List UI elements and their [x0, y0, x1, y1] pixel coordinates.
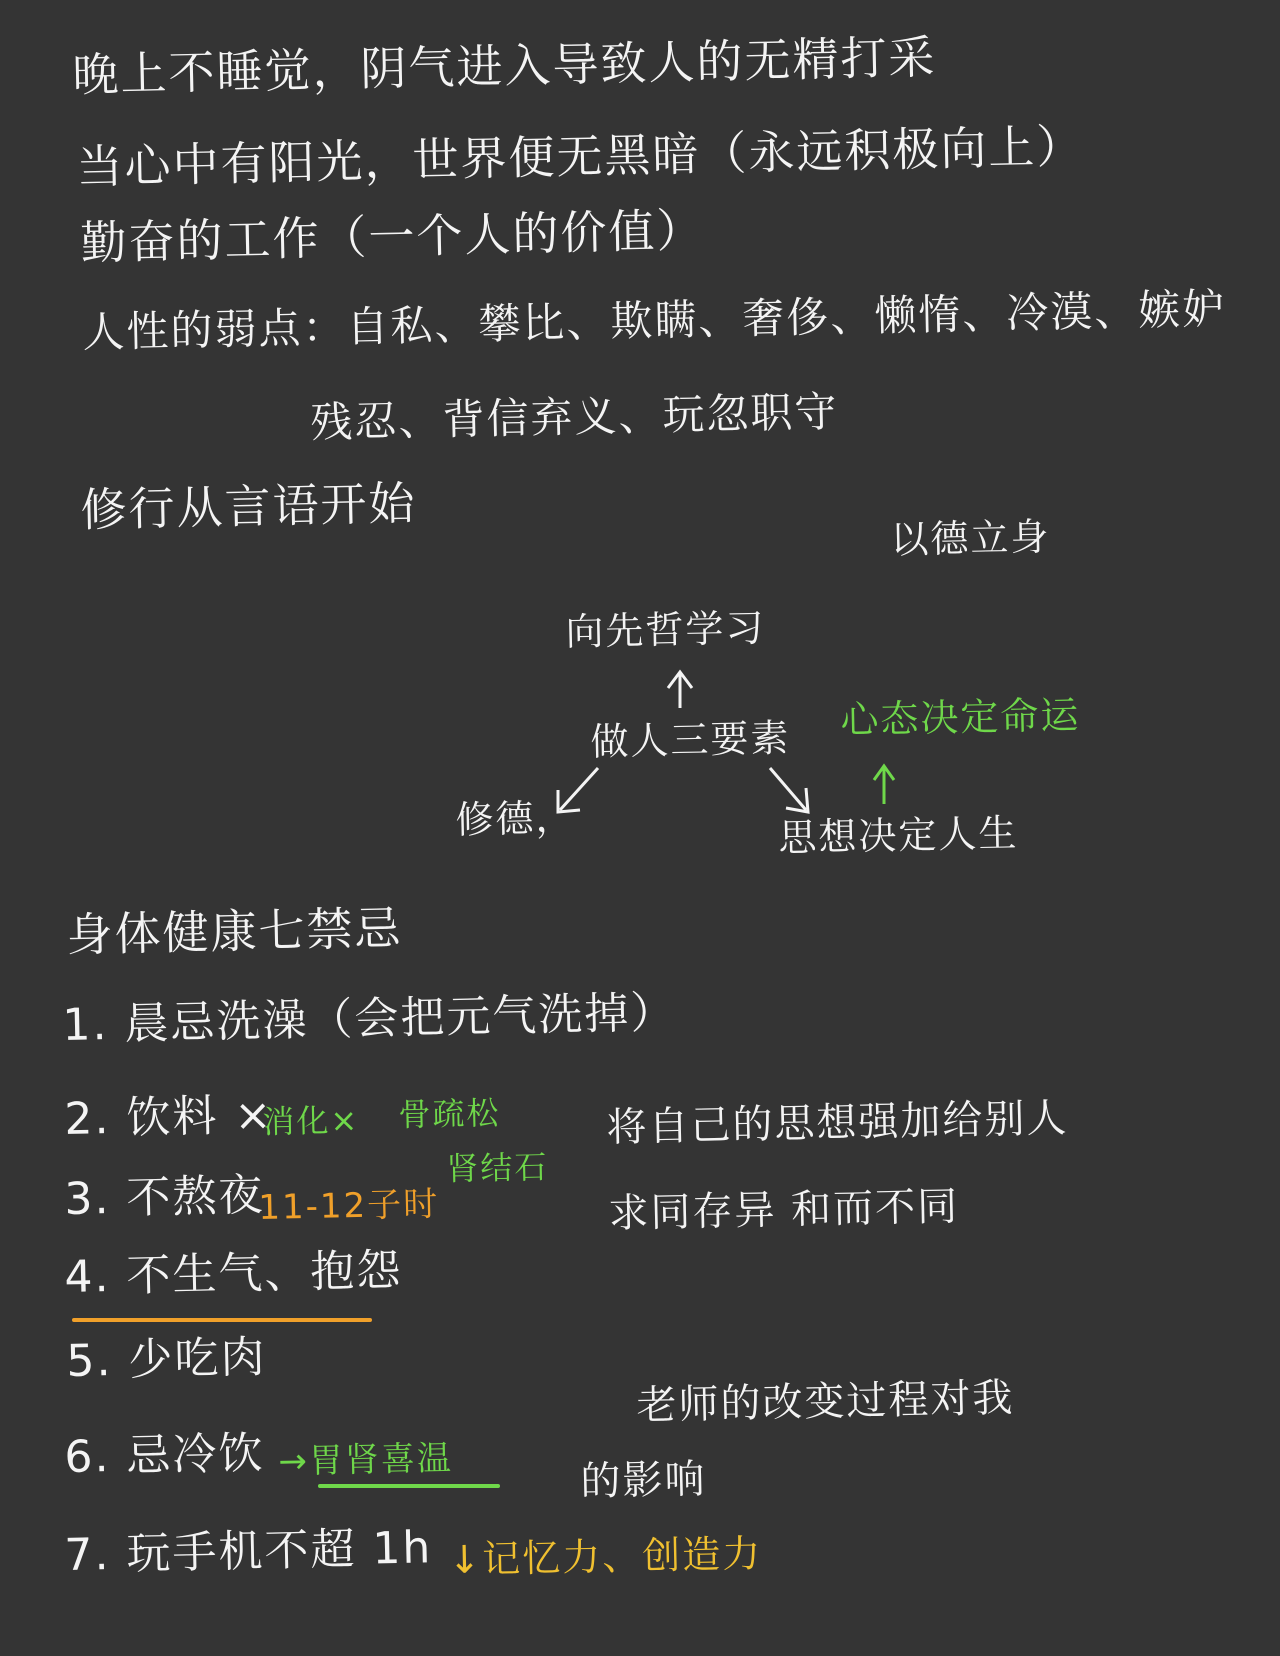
health-item-3-note: 11-12子时 — [257, 1184, 440, 1228]
diagram-right-node: 思想决定人生 — [777, 810, 1019, 860]
diagram-top-node: 向先哲学习 — [564, 605, 766, 654]
health-item-4-num: 4. — [63, 1251, 112, 1303]
weakness-line-2: 残忍、背信弃义、玩忽职守 — [309, 386, 839, 447]
health-item-1 — [62, 989, 677, 1050]
health-item-2-note2: 骨疏松 — [397, 1093, 501, 1134]
health-item-3 — [63, 1169, 265, 1225]
health-item-1-text: 晨忌洗澡（会把元气洗掉） — [123, 987, 677, 1050]
health-item-5-text: 少吃肉 — [127, 1331, 267, 1386]
weakness-line-1: 人性的弱点：自私、攀比、欺瞒、奢侈、懒惰、冷漠、嫉妒 — [81, 284, 1227, 357]
right-note-3: 老师的改变过程对我 — [635, 1375, 1015, 1429]
diagram-left-node: 修德， — [454, 795, 576, 842]
note-line-1: 晚上不睡觉，阴气进入导致人的无精打采 — [71, 29, 937, 102]
health-item-7-text: 玩手机不超 1h — [125, 1522, 433, 1580]
health-title: 身体健康七禁忌 — [65, 900, 404, 962]
practice-line: 修行从言语开始 — [79, 475, 418, 537]
health-item-2-num: 2. — [63, 1093, 112, 1145]
right-note-1: 将自己的思想强加给别人 — [605, 1095, 1069, 1151]
health-item-5-num: 5. — [65, 1335, 114, 1387]
health-item-6-text: 忌冷饮 — [125, 1427, 265, 1482]
diagram-highlight: 心态决定命运 — [839, 692, 1081, 742]
right-note-4: 的影响 — [579, 1456, 707, 1505]
note-line-3: 勤奋的工作（一个人的价值） — [79, 202, 705, 270]
health-item-4-underline — [72, 1318, 372, 1322]
right-note-2: 求同存异 和而不同 — [607, 1183, 960, 1237]
health-item-1-num: 1. — [61, 999, 110, 1051]
arrow-up-green-icon — [860, 748, 920, 808]
health-item-7 — [64, 1524, 433, 1580]
health-item-6 — [63, 1427, 265, 1483]
health-item-6-note: →胃肾喜温 — [277, 1438, 454, 1482]
virtue-line: 以德立身 — [889, 514, 1051, 562]
health-item-2-text: 饮料 × — [125, 1089, 274, 1144]
health-item-6-num: 6. — [63, 1431, 112, 1483]
arrow-up-icon — [650, 660, 720, 710]
arrow-down-right-icon — [760, 760, 830, 820]
note-line-2: 当心中有阳光，世界便无黑暗（永远积极向上） — [75, 118, 1085, 194]
health-item-7-note: ↓记忆力、创造力 — [447, 1531, 763, 1582]
diagram-center-node: 做人三要素 — [589, 715, 791, 764]
health-item-3-text: 不熬夜 — [125, 1169, 265, 1224]
health-item-5 — [65, 1331, 267, 1387]
health-item-2 — [63, 1089, 274, 1145]
health-item-2-note: 消化× — [261, 1100, 360, 1141]
health-item-3-num: 3. — [63, 1173, 112, 1225]
health-item-6-underline — [318, 1484, 500, 1488]
health-item-4 — [63, 1244, 403, 1303]
health-item-7-num: 7. — [63, 1529, 112, 1581]
health-item-2-note3: 肾结石 — [445, 1147, 549, 1188]
health-item-4-text: 不生气、抱怨 — [125, 1244, 403, 1302]
